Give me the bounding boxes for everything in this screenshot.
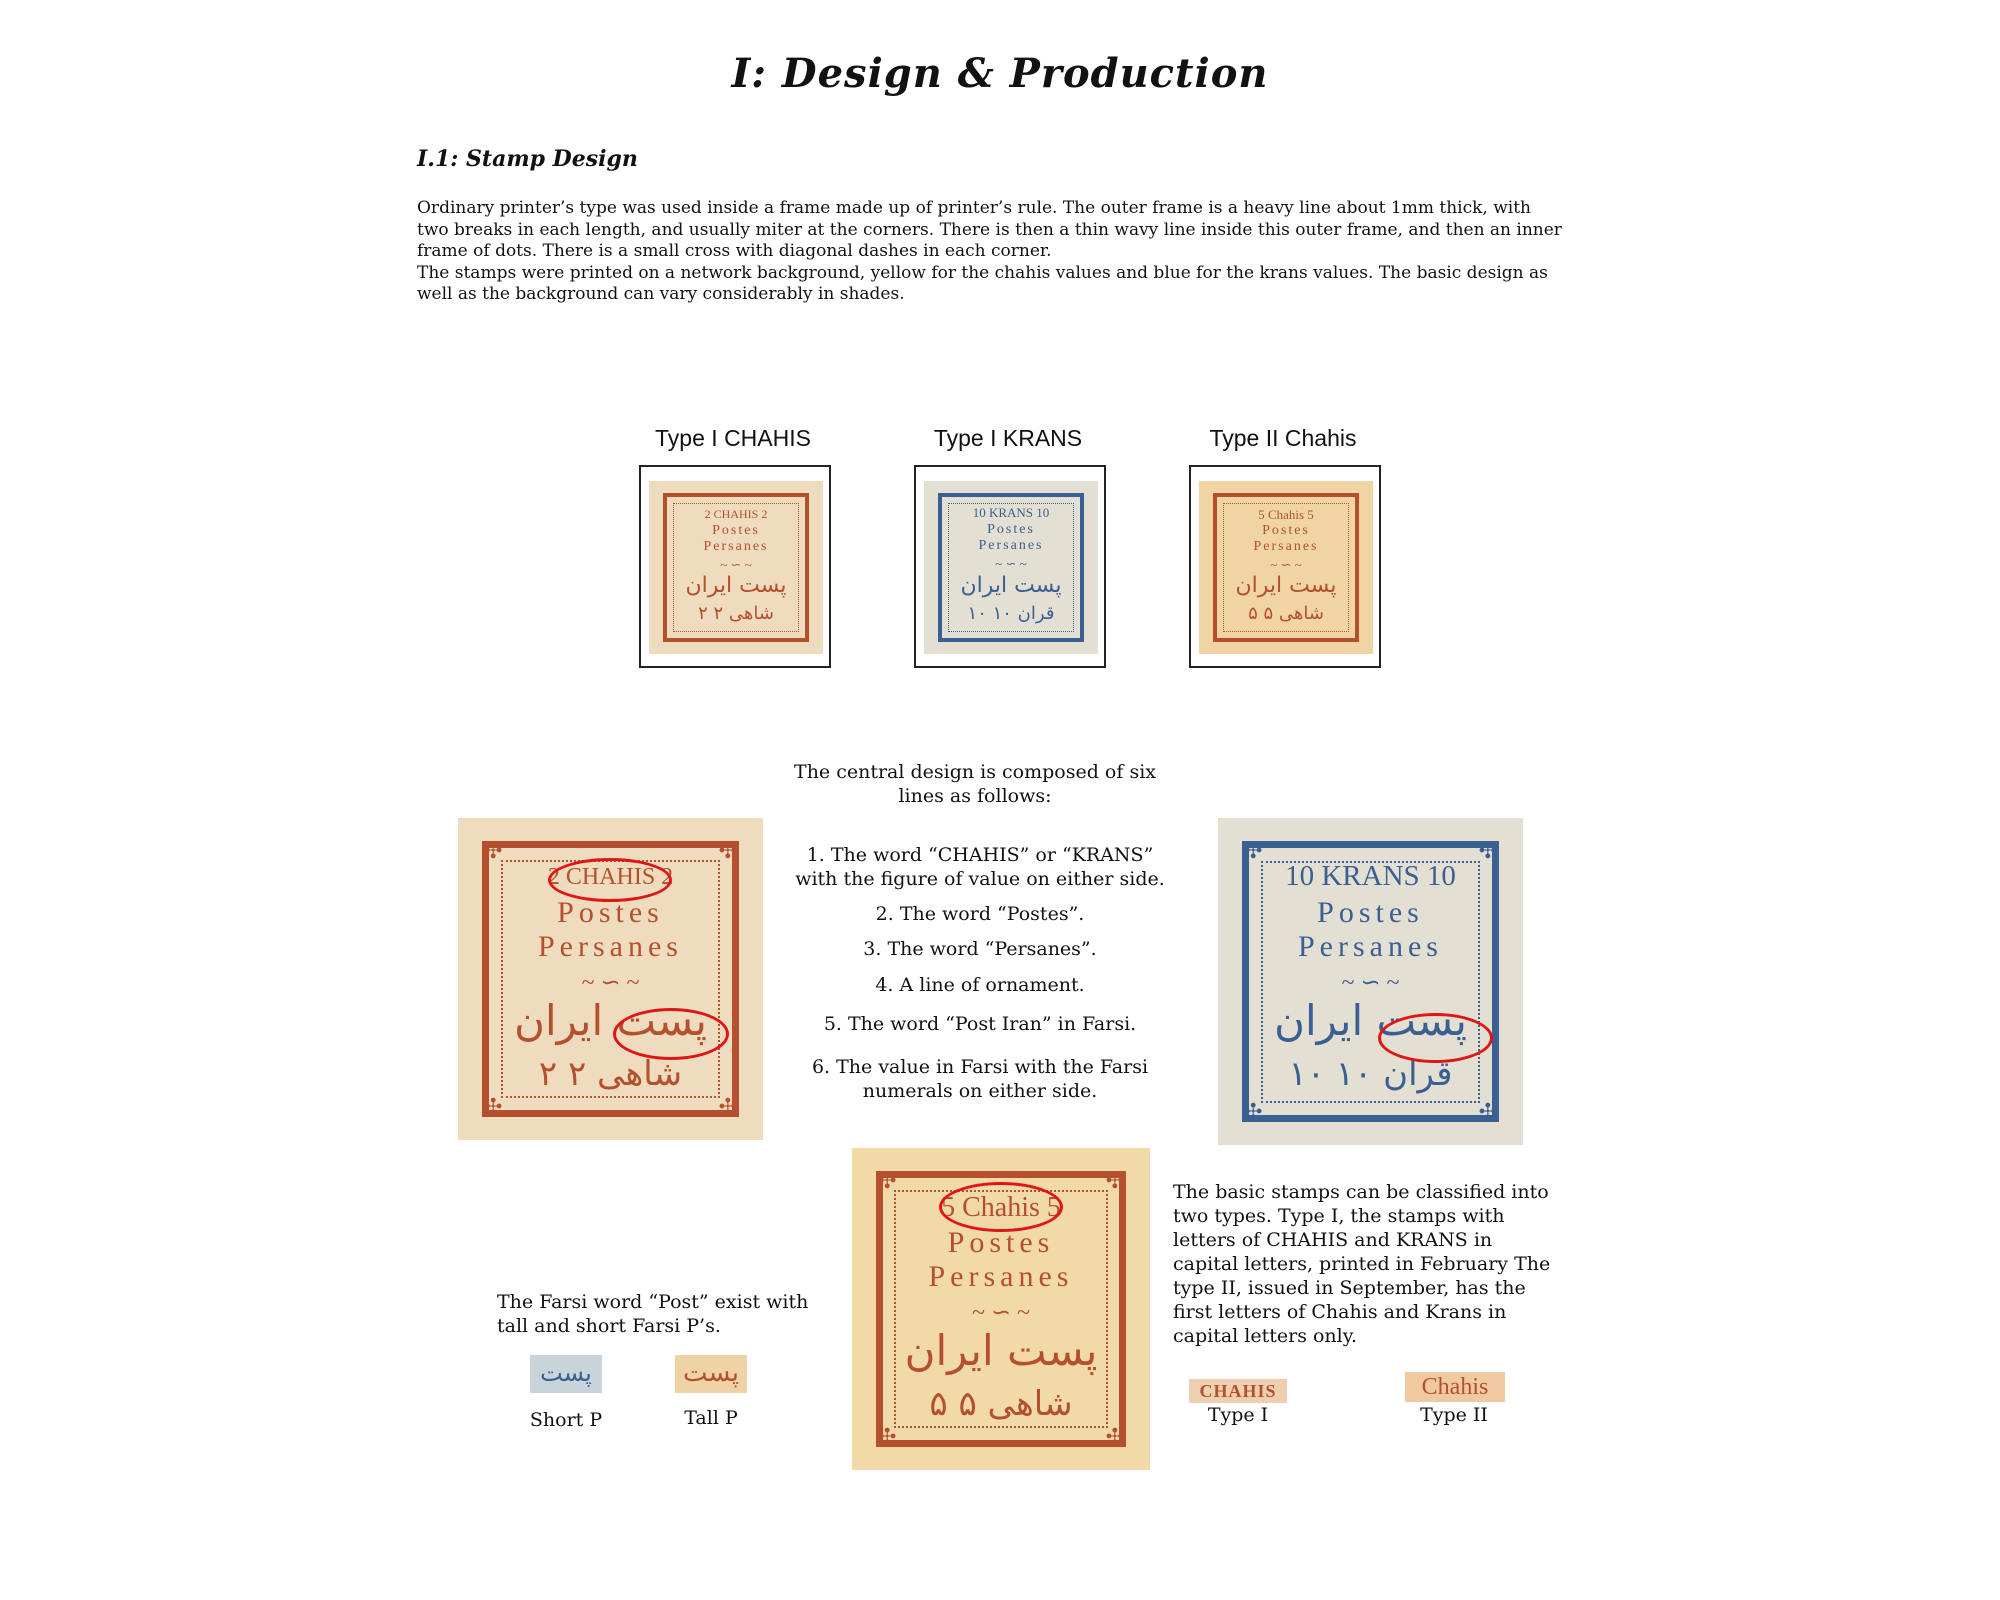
stamp-line-post-iran: پست ایران <box>960 573 1062 598</box>
stamp-line-postes: Postes <box>1317 896 1424 929</box>
stamp-line-farsi-value: ۱۰ قران ۱۰ <box>1288 1054 1453 1094</box>
page-title: I: Design & Production <box>731 50 1269 97</box>
central-item-6: 6. The value in Farsi with the Farsi numerals on either side. <box>811 1056 1149 1102</box>
corner-cross-icon: ✣ <box>718 1094 737 1119</box>
stamp-type1-krans <box>924 481 1098 654</box>
stamp-type1-chahis <box>649 481 823 654</box>
section-heading: I.1: Stamp Design <box>417 146 638 172</box>
corner-cross-icon: ✣ <box>878 1424 897 1449</box>
intro-paragraph-1: Ordinary printer’s type was used inside a frame made up of printer’s rule. The outer frame is a heavy line about 1mm thick, with two breaks in each length, and usually miter at the corners. There is then a thin wavy line inside this outer frame, and then an inner frame of dots. There is a small cross with diagonal dashes in each corner. <box>417 198 1562 261</box>
stamp-line-ornament: ~ ∽ ~ <box>995 556 1027 571</box>
large-stamp-type2-chahis <box>852 1148 1150 1470</box>
stamp-line-postes: Postes <box>1262 523 1310 538</box>
stamp-line-value: 2 CHAHIS 2 <box>547 864 674 890</box>
corner-cross-icon: ✣ <box>1478 1099 1497 1124</box>
type-label-3: Type II Chahis <box>1209 425 1357 451</box>
stamp-line-postes: Postes <box>947 1226 1055 1259</box>
central-item-5: 5. The word “Post Iran” in Farsi. <box>823 1013 1137 1035</box>
stamp-line-persanes: Persanes <box>1298 930 1443 963</box>
corner-cross-icon: ✣ <box>484 838 503 863</box>
type2-letter-sample: Chahis <box>1405 1372 1505 1402</box>
stamp-line-farsi-value: ۲ شاهی ۲ <box>698 603 774 624</box>
stamp-line-value: 10 KRANS 10 <box>972 505 1050 520</box>
stamp-line-post-iran: پست ایران <box>904 1326 1098 1375</box>
stamp-frame-type1-krans <box>914 465 1106 668</box>
stamp-line-value: 2 CHAHIS 2 <box>704 507 768 521</box>
stamp-line-ornament: ~ ∽ ~ <box>1341 970 1400 996</box>
corner-cross-icon: ✣ <box>1244 838 1263 863</box>
short-p-caption: Short P <box>529 1409 603 1431</box>
highlight-oval <box>939 1182 1063 1232</box>
large-stamp-krans <box>1218 818 1523 1145</box>
stamp-line-ornament: ~ ∽ ~ <box>720 557 752 572</box>
corner-cross-icon: ✣ <box>1105 1424 1124 1449</box>
stamp-line-persanes: Persanes <box>703 539 769 554</box>
stamp-frame-type1-chahis <box>639 465 831 668</box>
central-design-intro: The central design is composed of six lines as follows: <box>794 761 1156 807</box>
corner-cross-icon: ✣ <box>718 838 737 863</box>
corner-cross-icon: ✣ <box>878 1168 897 1193</box>
highlight-oval <box>548 858 672 902</box>
stamp-line-farsi-value: ۱۰ قران ۱۰ <box>967 603 1055 624</box>
central-item-1: 1. The word “CHAHIS” or “KRANS” with the figure of value on either side. <box>795 844 1165 890</box>
stamp-line-persanes: Persanes <box>928 1260 1074 1293</box>
stamp-line-postes: Postes <box>987 522 1035 537</box>
short-p-sample: پست <box>530 1355 602 1393</box>
highlight-oval <box>613 1008 729 1060</box>
central-item-2: 2. The word “Postes”. <box>875 903 1085 925</box>
stamp-line-farsi-value: ۲ شاهی ۲ <box>538 1054 683 1094</box>
tall-p-caption: Tall P <box>684 1407 738 1429</box>
central-item-3: 3. The word “Persanes”. <box>863 938 1097 960</box>
corner-cross-icon: ✣ <box>1105 1168 1124 1193</box>
corner-cross-icon: ✣ <box>1478 838 1497 863</box>
stamp-line-ornament: ~ ∽ ~ <box>971 1300 1031 1326</box>
stamp-line-persanes: Persanes <box>1253 539 1319 554</box>
stamp-line-farsi-value: ۵ شاهی ۵ <box>929 1384 1073 1424</box>
intro-paragraph-2: The stamps were printed on a network background, yellow for the chahis values and blue for the krans values. The basic design as well as the background can vary considerably in shades. <box>417 262 1548 304</box>
type-label-1: Type I CHAHIS <box>655 425 811 451</box>
stamp-frame-type2-chahis <box>1189 465 1381 668</box>
stamp-line-persanes: Persanes <box>538 930 683 963</box>
corner-cross-icon: ✣ <box>1244 1099 1263 1124</box>
large-stamp-chahis <box>458 818 763 1140</box>
classification-text: The basic stamps can be classified into two types. Type I, the stamps with letters of CHAHIS and KRANS in capital letters, printed in February The type II, issued in September, has the first letters of Chahis and Krans in capital letters only. <box>1173 1181 1551 1347</box>
farsi-post-note: The Farsi word “Post” exist with tall and short Farsi P’s. <box>497 1291 809 1337</box>
stamp-line-postes: Postes <box>712 523 760 538</box>
stamp-type2-chahis <box>1199 481 1373 654</box>
stamp-line-farsi-value: ۵ شاهی ۵ <box>1248 603 1324 624</box>
type2-caption: Type II <box>1420 1404 1488 1426</box>
stamp-line-ornament: ~ ∽ ~ <box>1270 557 1302 572</box>
intro-text <box>417 198 1567 306</box>
type-label-2: Type I KRANS <box>933 425 1083 451</box>
stamp-line-value: 10 KRANS 10 <box>1285 860 1456 892</box>
stamp-line-post-iran: پست ایران <box>1235 573 1337 598</box>
album-page <box>385 0 1615 1600</box>
stamp-line-value: 5 Chahis 5 <box>1258 507 1314 522</box>
stamp-line-value: 5 Chahis 5 <box>941 1192 1061 1223</box>
stamp-line-ornament: ~ ∽ ~ <box>581 970 640 996</box>
central-item-4: 4. A line of ornament. <box>875 974 1085 996</box>
stamp-line-postes: Postes <box>557 896 664 929</box>
tall-p-sample: پست <box>675 1355 747 1393</box>
type1-letter-sample: CHAHIS <box>1189 1379 1287 1403</box>
stamp-line-post-iran: پست ایران <box>514 996 707 1045</box>
highlight-oval <box>1378 1013 1493 1063</box>
stamp-line-post-iran: پست ایران <box>685 573 787 598</box>
type1-caption: Type I <box>1207 1404 1269 1426</box>
stamp-line-persanes: Persanes <box>978 538 1044 553</box>
corner-cross-icon: ✣ <box>484 1094 503 1119</box>
stamp-line-post-iran: پست ایران <box>1274 996 1467 1045</box>
